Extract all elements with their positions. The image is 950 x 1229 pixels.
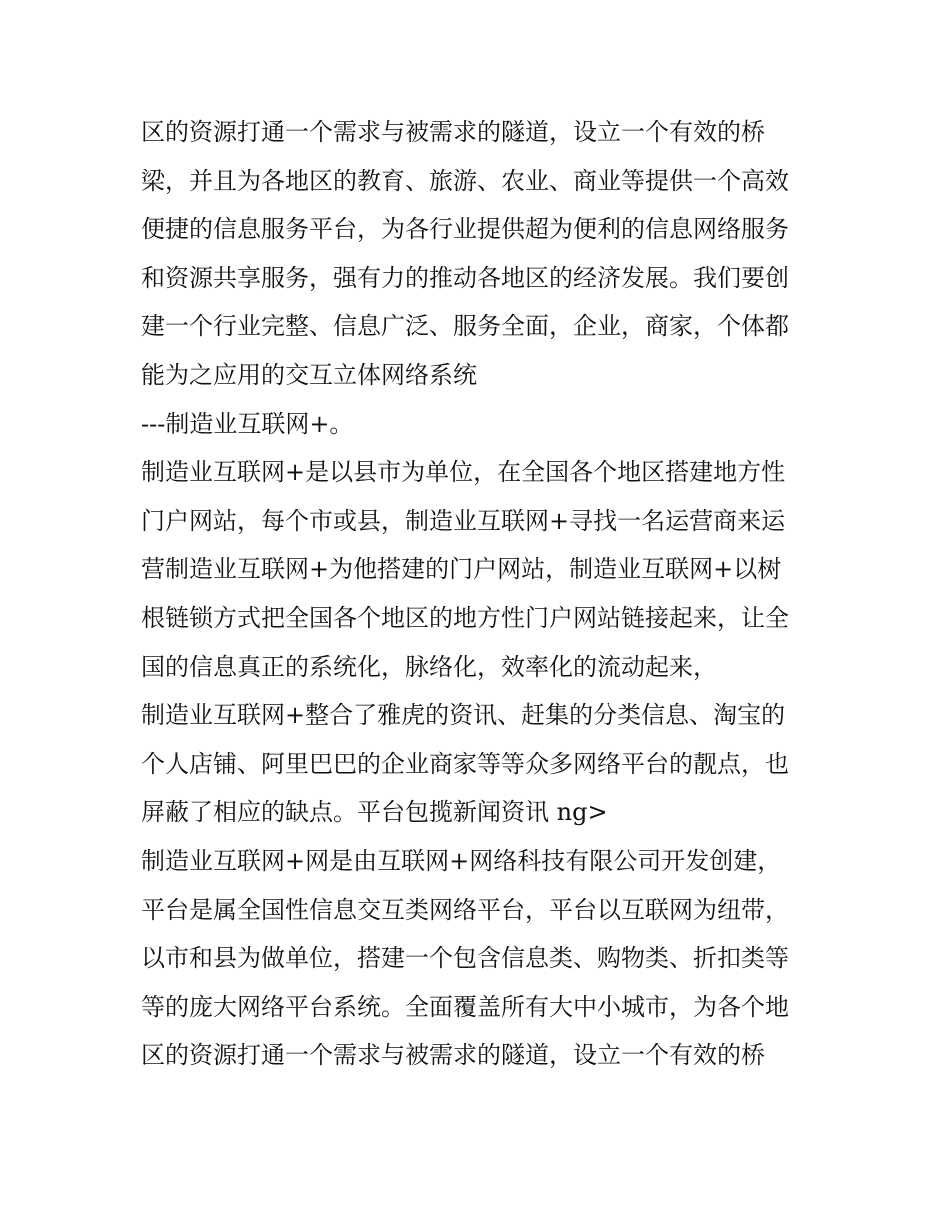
text-line-2: 梁，并且为各地区的教育、旅游、农业、商业等提供一个高效 [141,166,789,195]
text-line-7: ---制造业互联网+。 [141,409,354,438]
text-line-12: 国的信息真正的系统化，脉络化，效率化的流动起来， [141,652,717,681]
text-line-17: 平台是属全国性信息交互类网络平台，平台以互联网为纽带， [141,895,789,924]
text-line-13: 制造业互联网+整合了雅虎的资讯、赶集的分类信息、淘宝的 [141,701,786,730]
text-line-9: 门户网站，每个市或县，制造业互联网+寻找一名运营商来运 [141,506,786,535]
text-line-19: 等的庞大网络平台系统。全面覆盖所有大中小城市，为各个地 [141,992,789,1021]
text-line-4: 和资源共享服务，强有力的推动各地区的经济发展。我们要创 [141,263,789,292]
text-line-11: 根链锁方式把全国各个地区的地方性门户网站链接起来，让全 [141,603,789,632]
text-line-5: 建一个行业完整、信息广泛、服务全面，企业，商家，个体都 [141,312,789,341]
text-line-20: 区的资源打通一个需求与被需求的隧道，设立一个有效的桥 [141,1041,765,1070]
text-line-15: 屏蔽了相应的缺点。平台包揽新闻资讯 ng> [141,798,608,827]
text-line-18: 以市和县为做单位，搭建一个包含信息类、购物类、折扣类等 [141,944,789,973]
text-line-3: 便捷的信息服务平台，为各行业提供超为便利的信息网络服务 [141,215,789,244]
text-line-16: 制造业互联网+网是由互联网+网络科技有限公司开发创建， [141,846,782,875]
document-body [141,108,831,1080]
text-line-6: 能为之应用的交互立体网络系统 [141,360,477,389]
text-line-10: 营制造业互联网+为他搭建的门户网站，制造业互联网+以树 [141,555,782,584]
text-line-14: 个人店铺、阿里巴巴的企业商家等等众多网络平台的靓点，也 [141,749,789,778]
text-line-1: 区的资源打通一个需求与被需求的隧道，设立一个有效的桥 [141,118,765,146]
text-line-8: 制造业互联网+是以县市为单位，在全国各个地区搭建地方性 [141,458,786,487]
